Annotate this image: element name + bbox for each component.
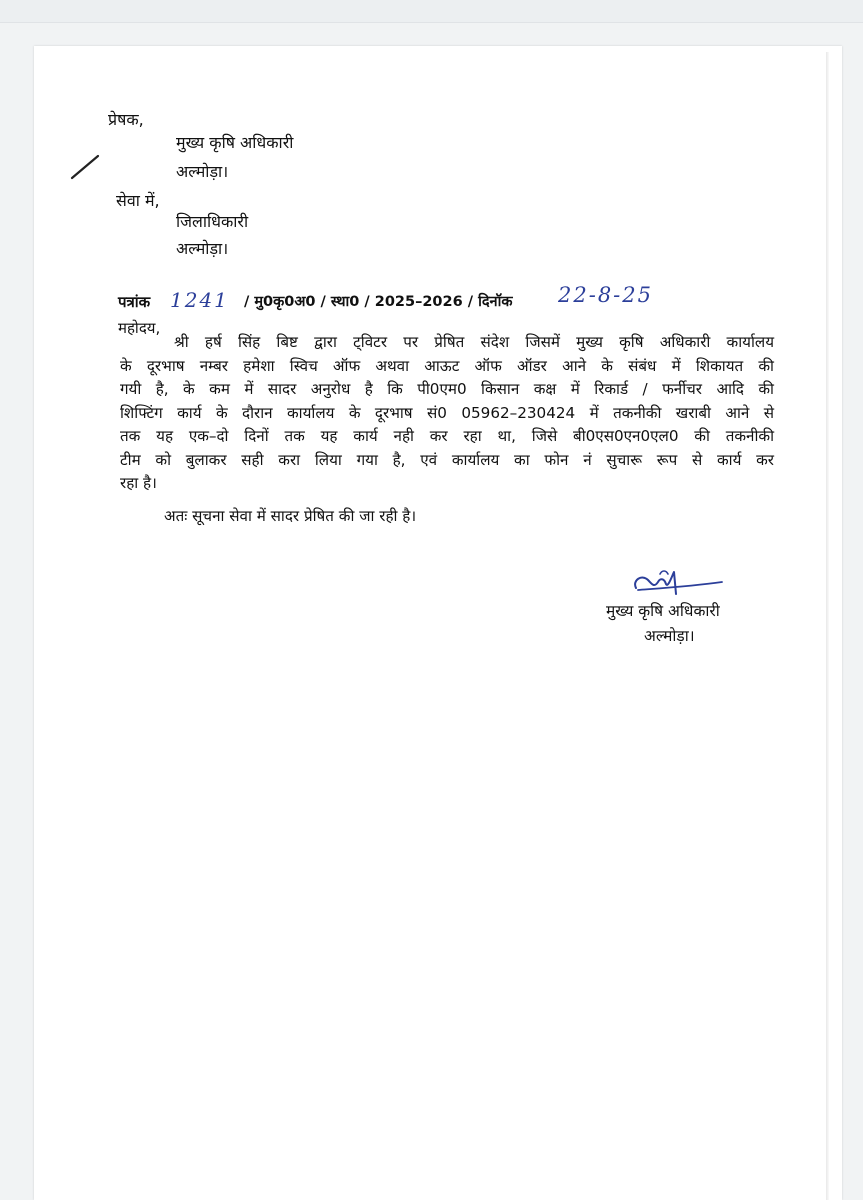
reference-label: पत्रांक [118,293,151,311]
reference-segment: / मु0कृ0अ0 / स्था0 / 2025–2026 / दिनॉक [244,294,513,310]
pen-mark [68,150,102,184]
body-line: शिफ्टिंग कार्य के दौरान कार्यालय के दूरभाष सं0 05962–230424 में तकनीकी खराबी आने से [120,403,774,422]
handwritten-signature [624,566,728,606]
body-line: के दूरभाष नम्बर हमेशा स्विच ऑफ अथवा आऊट ऑफ ऑडर आने के संबंध में शिकायत की [120,356,774,375]
body-line: श्री हर्ष सिंह बिष्ट द्वारा ट्विटर पर प्रेषित संदेश जिसमें मुख्य कृषि अधिकारी कार्यालय [174,333,774,351]
body-line: तक यह एक–दो दिनों तक यह कार्य नही कर रहा था, जिसे बी0एस0एन0एल0 की तकनीकी [120,427,774,445]
body-line: रहा है। [120,474,157,492]
closing-line: अतः सूचना सेवा में सादर प्रेषित की जा रही है। [164,507,417,525]
letter-page [34,46,842,1200]
viewer-top-bar [0,0,863,23]
letter-body [120,331,774,496]
salutation: महोदय, [118,319,161,337]
sender-place: अल्मोड़ा। [176,162,229,181]
body-line: गयी है, के कम में सादर अनुरोध है कि पी0एम0 किसान कक्ष में रिकार्ड / फर्नीचर आदि की [120,380,774,398]
recipient-place: अल्मोड़ा। [176,239,229,258]
signatory-place: अल्मोड़ा। [644,627,695,645]
sender-heading: प्रेषक, [108,110,144,129]
sender-title: मुख्य कृषि अधिकारी [176,133,294,152]
page-edge-shadow [826,52,829,1200]
reference-number-handwritten: 1241 [170,288,229,312]
recipient-heading: सेवा में, [116,191,160,210]
body-line: टीम को बुलाकर सही करा लिया गया है, एवं कार्यालय का फोन नं सुचारू रूप से कार्य कर [120,450,774,469]
reference-date-handwritten: 22-8-25 [558,283,653,307]
recipient-title: जिलाधिकारी [176,212,249,231]
signatory-title: मुख्य कृषि अधिकारी [606,602,720,620]
